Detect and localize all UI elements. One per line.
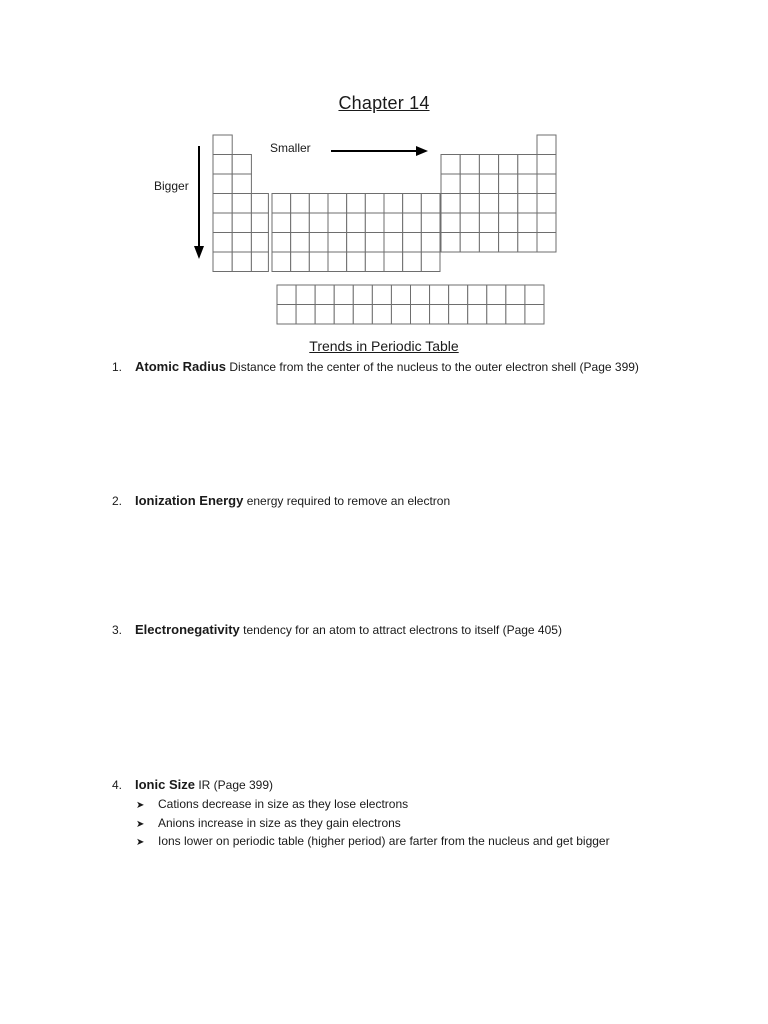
table-cell	[411, 305, 430, 325]
table-cell	[232, 194, 251, 214]
table-cell	[328, 233, 347, 253]
table-cell	[441, 194, 460, 214]
table-cell	[232, 174, 251, 194]
table-cell	[537, 213, 556, 233]
table-cell	[213, 194, 232, 214]
table-cell	[291, 233, 310, 253]
table-cell	[272, 233, 291, 253]
table-cell	[328, 252, 347, 272]
item-number: 1.	[112, 360, 123, 374]
table-cell	[403, 194, 422, 214]
table-cell	[372, 305, 391, 325]
periodic-table-cells	[213, 135, 556, 324]
table-cell	[213, 155, 232, 175]
table-cell	[441, 233, 460, 253]
table-cell	[506, 285, 525, 305]
page-title: Chapter 14	[338, 93, 430, 113]
table-cell	[441, 213, 460, 233]
item-term: Atomic Radius	[135, 359, 227, 374]
table-cell	[537, 135, 556, 155]
table-cell	[309, 233, 328, 253]
ionic-size-bullet-list	[136, 797, 610, 853]
table-cell	[441, 174, 460, 194]
table-cell	[365, 252, 384, 272]
item-number: 2.	[112, 494, 123, 508]
table-cell	[391, 285, 410, 305]
table-cell	[441, 155, 460, 175]
table-cell	[460, 194, 479, 214]
table-cell	[403, 233, 422, 253]
table-cell	[537, 155, 556, 175]
table-cell	[430, 305, 449, 325]
list-item-atomic-radius	[112, 359, 639, 374]
item-definition: tendency for an atom to attract electrons to itself (Page 405)	[243, 623, 562, 637]
list-item-ionic-size	[112, 777, 273, 792]
table-cell	[449, 305, 468, 325]
table-cell	[421, 213, 440, 233]
table-cell	[391, 305, 410, 325]
table-cell	[499, 174, 518, 194]
table-cell	[537, 174, 556, 194]
table-cell	[384, 233, 403, 253]
bullet-text: Cations decrease in size as they lose electrons	[158, 797, 409, 811]
table-cell	[291, 213, 310, 233]
table-cell	[487, 285, 506, 305]
table-cell	[296, 305, 315, 325]
table-cell	[403, 213, 422, 233]
smaller-arrow-head	[416, 146, 428, 156]
table-cell	[353, 305, 372, 325]
table-cell	[251, 213, 268, 233]
table-cell	[232, 252, 251, 272]
table-cell	[537, 233, 556, 253]
table-cell	[460, 174, 479, 194]
table-cell	[291, 194, 310, 214]
table-cell	[518, 194, 537, 214]
bigger-arrow-head	[194, 246, 204, 259]
table-cell	[365, 194, 384, 214]
table-cell	[430, 285, 449, 305]
table-cell	[328, 213, 347, 233]
table-cell	[421, 194, 440, 214]
list-item-electronegativity	[112, 622, 562, 637]
table-cell	[309, 194, 328, 214]
table-cell	[347, 233, 366, 253]
table-cell	[479, 155, 498, 175]
table-cell	[525, 285, 544, 305]
table-cell	[315, 305, 334, 325]
table-cell	[460, 233, 479, 253]
table-cell	[384, 194, 403, 214]
table-cell	[479, 174, 498, 194]
table-cell	[518, 155, 537, 175]
table-cell	[468, 285, 487, 305]
table-cell	[449, 285, 468, 305]
item-term: Ionic Size	[135, 777, 195, 792]
table-cell	[328, 194, 347, 214]
table-cell	[365, 233, 384, 253]
table-cell	[506, 305, 525, 325]
table-cell	[334, 285, 353, 305]
table-cell	[365, 213, 384, 233]
table-cell	[421, 233, 440, 253]
table-cell	[499, 194, 518, 214]
table-cell	[499, 233, 518, 253]
table-cell	[213, 135, 232, 155]
arrow-bullet-icon: ➤	[136, 837, 145, 848]
list-item-ionization-energy	[112, 493, 450, 508]
table-cell	[291, 252, 310, 272]
list-item	[136, 834, 610, 853]
item-term: Ionization Energy	[135, 493, 244, 508]
table-cell	[334, 305, 353, 325]
table-cell	[213, 174, 232, 194]
table-cell	[487, 305, 506, 325]
table-cell	[421, 252, 440, 272]
item-definition: Distance from the center of the nucleus to the outer electron shell (Page 399)	[229, 360, 639, 374]
table-cell	[518, 174, 537, 194]
bullet-text: Anions increase in size as they gain electrons	[158, 815, 401, 830]
table-cell	[537, 194, 556, 214]
table-cell	[479, 233, 498, 253]
smaller-label: Smaller	[270, 141, 311, 155]
item-number: 3.	[112, 623, 123, 637]
table-cell	[479, 213, 498, 233]
table-cell	[272, 252, 291, 272]
table-cell	[460, 213, 479, 233]
table-cell	[296, 285, 315, 305]
table-cell	[232, 155, 251, 175]
table-cell	[213, 233, 232, 253]
table-cell	[251, 252, 268, 272]
table-cell	[315, 285, 334, 305]
table-cell	[272, 194, 291, 214]
table-cell	[213, 213, 232, 233]
list-item	[136, 816, 610, 835]
table-cell	[518, 213, 537, 233]
table-cell	[251, 194, 268, 214]
table-cell	[384, 213, 403, 233]
periodic-table-diagram	[0, 0, 768, 340]
table-cell	[232, 233, 251, 253]
table-cell	[347, 252, 366, 272]
table-cell	[232, 213, 251, 233]
table-cell	[347, 213, 366, 233]
bigger-label: Bigger	[154, 179, 189, 193]
item-definition: IR (Page 399)	[198, 778, 274, 792]
table-cell	[309, 213, 328, 233]
table-cell	[353, 285, 372, 305]
item-definition: energy required to remove an electron	[246, 494, 451, 508]
table-cell	[403, 252, 422, 272]
table-cell	[499, 155, 518, 175]
table-cell	[251, 233, 268, 253]
table-cell	[213, 252, 232, 272]
table-cell	[525, 305, 544, 325]
item-number: 4.	[112, 778, 123, 792]
table-cell	[479, 194, 498, 214]
arrow-bullet-icon: ➤	[136, 800, 145, 811]
table-cell	[347, 194, 366, 214]
table-cell	[518, 233, 537, 253]
table-cell	[460, 155, 479, 175]
section-subtitle: Trends in Periodic Table	[309, 338, 459, 354]
table-cell	[272, 213, 291, 233]
table-cell	[309, 252, 328, 272]
table-cell	[277, 285, 296, 305]
table-cell	[277, 305, 296, 325]
arrow-bullet-icon: ➤	[136, 818, 145, 830]
table-cell	[384, 252, 403, 272]
item-term: Electronegativity	[135, 622, 240, 637]
table-cell	[411, 285, 430, 305]
list-item	[136, 797, 610, 816]
table-cell	[468, 305, 487, 325]
table-cell	[499, 213, 518, 233]
bullet-text: Ions lower on periodic table (higher period) are farter from the nucleus and get bigger	[158, 834, 610, 848]
table-cell	[372, 285, 391, 305]
